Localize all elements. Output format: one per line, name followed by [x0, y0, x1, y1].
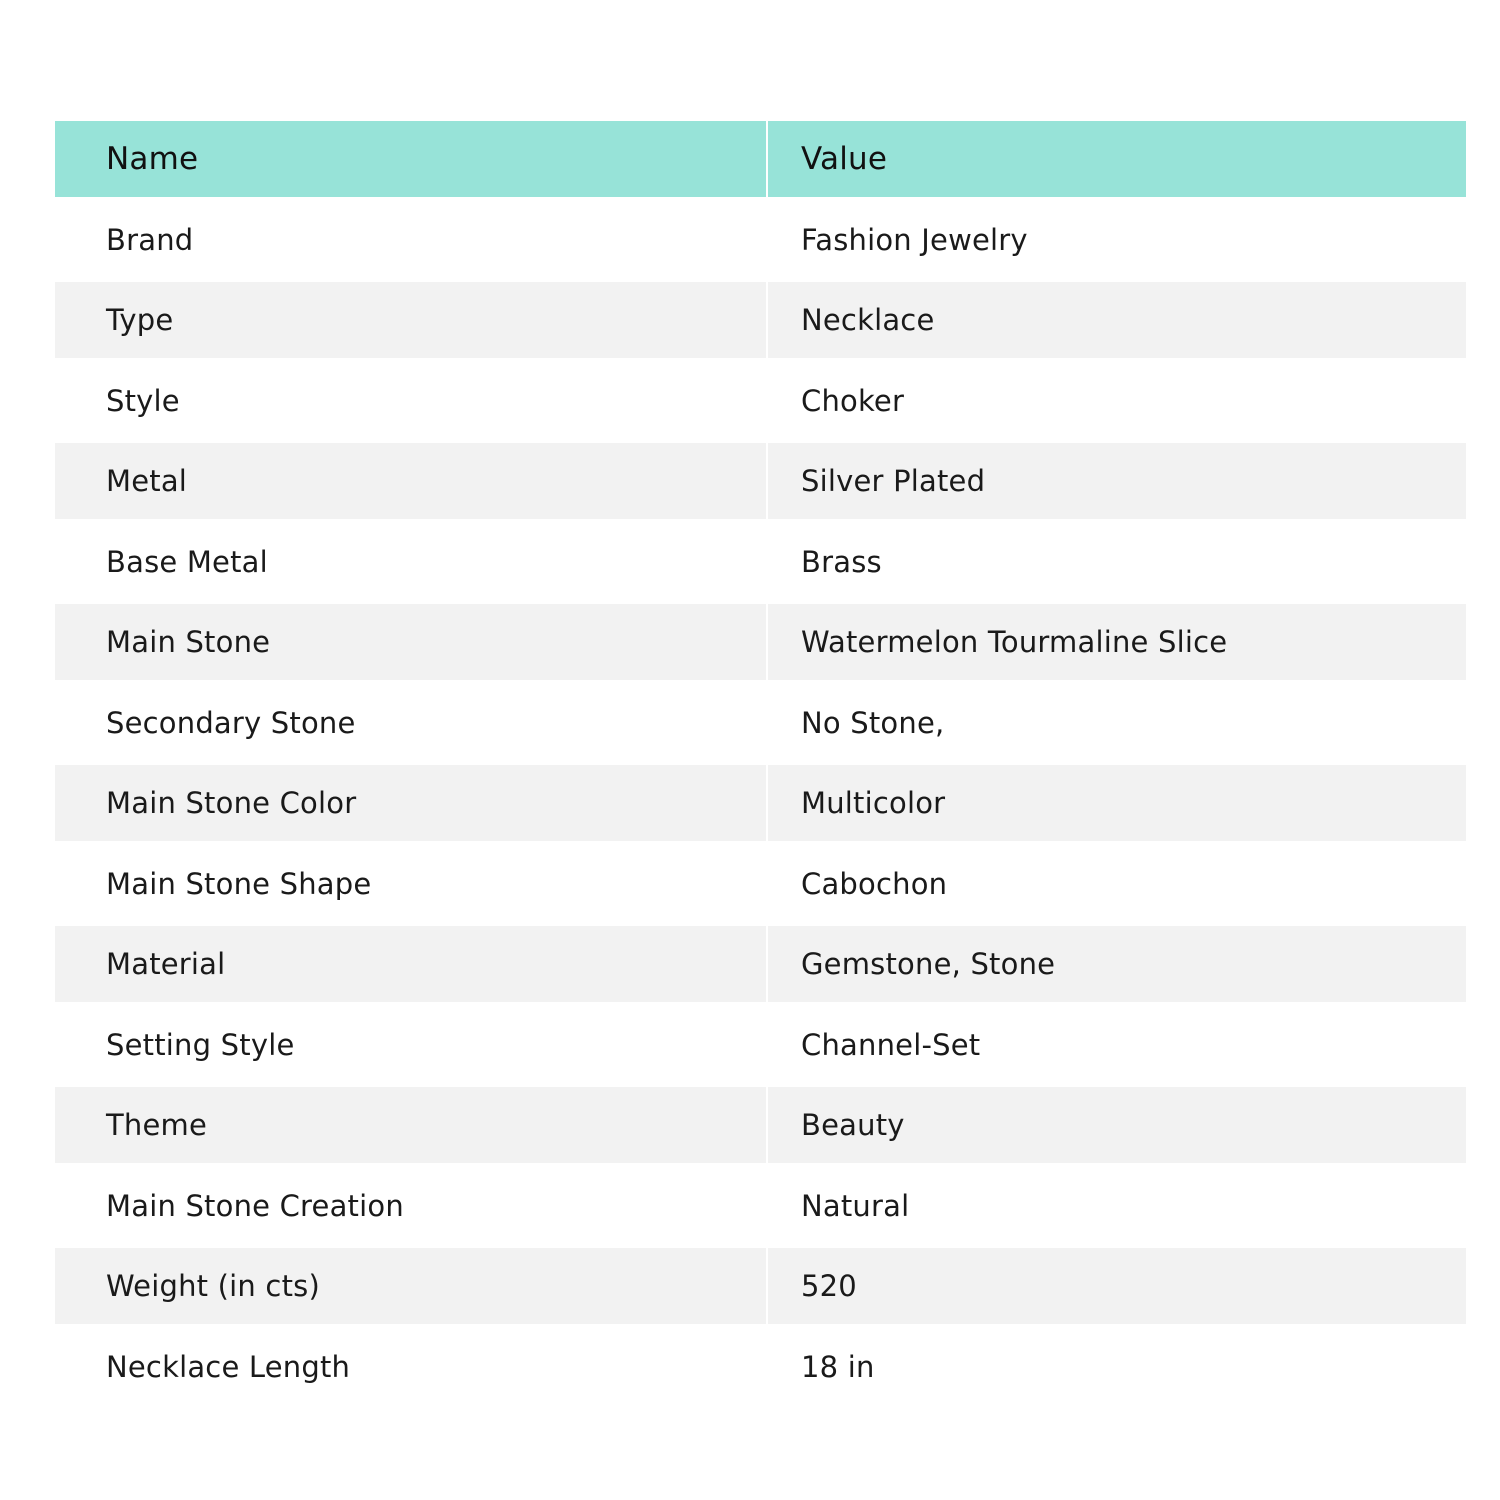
- row-name-cell: Brand: [55, 197, 766, 282]
- table-row: [55, 1163, 1466, 1248]
- row-name-cell: Weight (in cts): [55, 1248, 766, 1324]
- row-value-cell: Gemstone, Stone: [768, 926, 1466, 1002]
- row-value-cell: Cabochon: [768, 841, 1466, 926]
- row-value-cell: No Stone,: [768, 680, 1466, 765]
- table-row: [55, 282, 1466, 358]
- row-value-cell: Brass: [768, 519, 1466, 604]
- header-value-cell: Value: [768, 121, 1466, 197]
- row-value-cell: Silver Plated: [768, 443, 1466, 519]
- row-name-cell: Type: [55, 282, 766, 358]
- table-row: [55, 519, 1466, 604]
- row-value-cell: Channel-Set: [768, 1002, 1466, 1087]
- row-value-cell: Watermelon Tourmaline Slice: [768, 604, 1466, 680]
- spec-table: [55, 121, 1466, 1409]
- table-row: [55, 926, 1466, 1002]
- header-name-cell: Name: [55, 121, 766, 197]
- table-header: [55, 121, 1466, 197]
- row-name-cell: Style: [55, 358, 766, 443]
- table-row: [55, 604, 1466, 680]
- row-name-cell: Main Stone Creation: [55, 1163, 766, 1248]
- row-name-cell: Metal: [55, 443, 766, 519]
- row-value-cell: 520: [768, 1248, 1466, 1324]
- row-value-cell: 18 in: [768, 1324, 1466, 1409]
- table-row: [55, 841, 1466, 926]
- table-row: [55, 680, 1466, 765]
- row-name-cell: Base Metal: [55, 519, 766, 604]
- row-name-cell: Main Stone: [55, 604, 766, 680]
- row-name-cell: Main Stone Color: [55, 765, 766, 841]
- row-name-cell: Setting Style: [55, 1002, 766, 1087]
- table-row: [55, 1248, 1466, 1324]
- table-row: [55, 197, 1466, 282]
- table-row: [55, 1087, 1466, 1163]
- row-name-cell: Material: [55, 926, 766, 1002]
- row-value-cell: Necklace: [768, 282, 1466, 358]
- row-name-cell: Secondary Stone: [55, 680, 766, 765]
- table-row: [55, 765, 1466, 841]
- row-name-cell: Necklace Length: [55, 1324, 766, 1409]
- row-value-cell: Beauty: [768, 1087, 1466, 1163]
- row-value-cell: Choker: [768, 358, 1466, 443]
- row-value-cell: Fashion Jewelry: [768, 197, 1466, 282]
- table-row: [55, 443, 1466, 519]
- row-value-cell: Natural: [768, 1163, 1466, 1248]
- row-name-cell: Theme: [55, 1087, 766, 1163]
- row-value-cell: Multicolor: [768, 765, 1466, 841]
- table-row: [55, 1324, 1466, 1409]
- table-row: [55, 358, 1466, 443]
- row-name-cell: Main Stone Shape: [55, 841, 766, 926]
- table-row: [55, 1002, 1466, 1087]
